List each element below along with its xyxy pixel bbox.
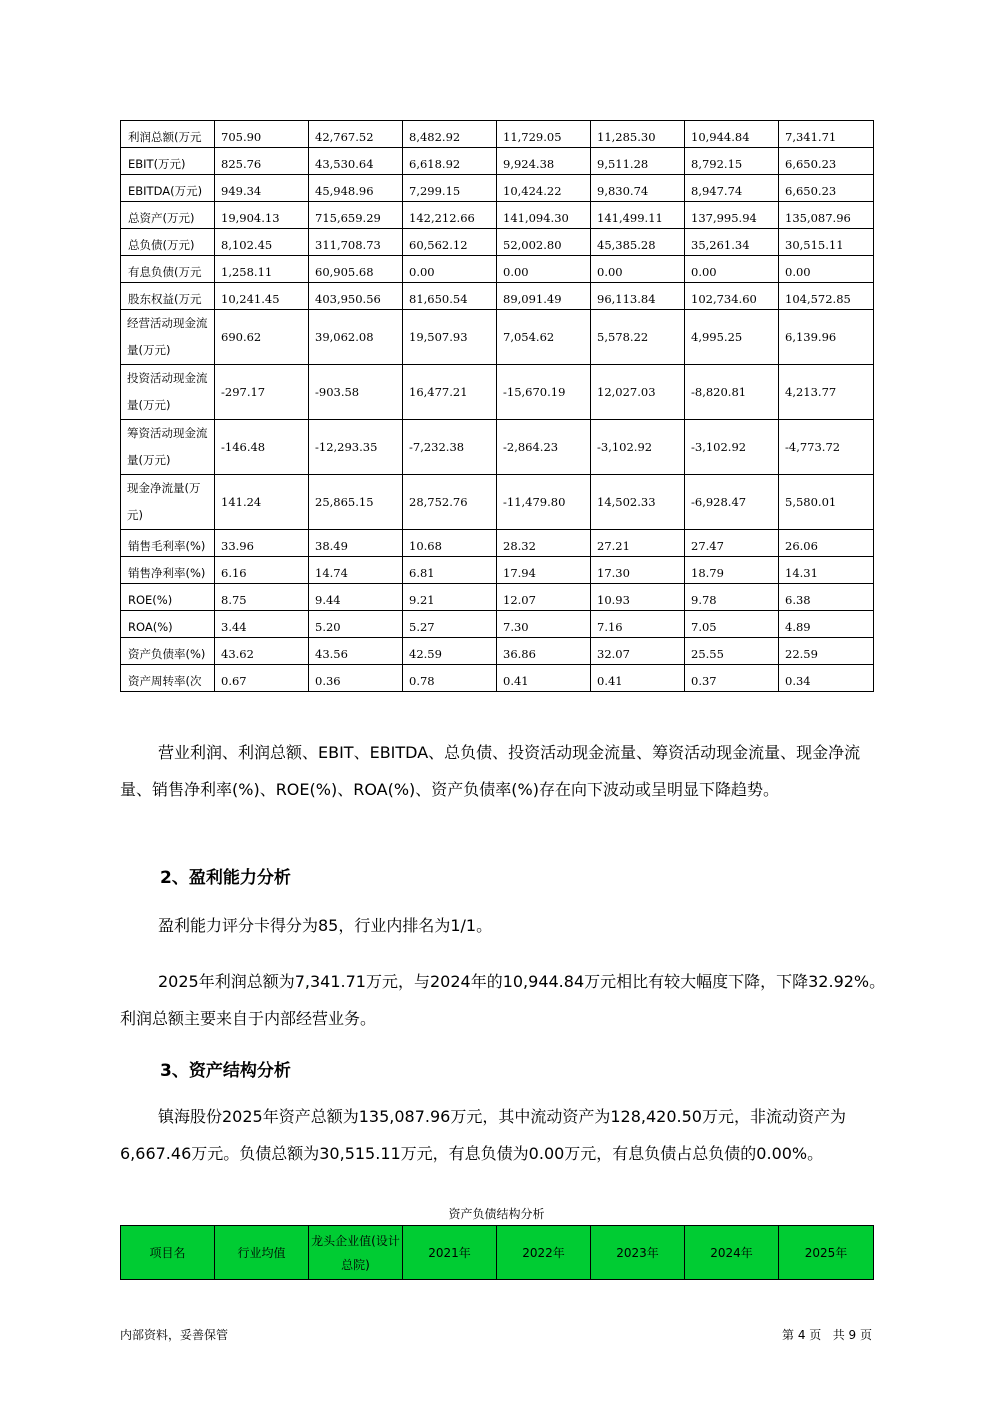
balance-structure-table <box>120 1225 874 1280</box>
table-cell: 42.59 <box>403 638 497 665</box>
table-cell: 0.67 <box>215 665 309 692</box>
table-cell: 8,482.92 <box>403 121 497 148</box>
table-cell: 10.93 <box>591 584 685 611</box>
table-row <box>121 530 874 557</box>
table-cell: 9,924.38 <box>497 148 591 175</box>
table-cell: 0.00 <box>685 256 779 283</box>
table-cell: -15,670.19 <box>497 365 591 420</box>
table-cell: 4,995.25 <box>685 310 779 365</box>
row-label: ROA(%) <box>121 611 215 638</box>
section2-profit-paragraph: 2025年利润总额为7,341.71万元，与2024年的10,944.84万元相比有较大幅度下降，下降32.92%。利润总额主要来自于内部经营业务。 <box>120 972 886 1028</box>
table-cell: 7.16 <box>591 611 685 638</box>
table-cell: 5,580.01 <box>779 475 874 530</box>
table-cell: 0.78 <box>403 665 497 692</box>
table-row <box>121 229 874 256</box>
financial-indicators-table <box>120 120 874 692</box>
row-label: 有息负债(万元 <box>121 256 215 283</box>
table-cell: 5.20 <box>309 611 403 638</box>
table-cell: 9.21 <box>403 584 497 611</box>
row-label: 投资活动现金流量(万元) <box>121 365 215 420</box>
table-cell: 6.38 <box>779 584 874 611</box>
header-2021: 2021年 <box>403 1226 497 1280</box>
table-cell: -3,102.92 <box>685 420 779 475</box>
table-cell: 142,212.66 <box>403 202 497 229</box>
table-cell: 135,087.96 <box>779 202 874 229</box>
row-label: 利润总额(万元 <box>121 121 215 148</box>
row-label: 销售毛利率(%) <box>121 530 215 557</box>
table-cell: 17.94 <box>497 557 591 584</box>
table-cell: 6,650.23 <box>779 148 874 175</box>
table-cell: 5,578.22 <box>591 310 685 365</box>
table-cell: 45,385.28 <box>591 229 685 256</box>
row-label: 总负债(万元) <box>121 229 215 256</box>
table-cell: 0.00 <box>779 256 874 283</box>
row-label: 销售净利率(%) <box>121 557 215 584</box>
header-item-name: 项目名 <box>121 1226 215 1280</box>
table-cell: 102,734.60 <box>685 283 779 310</box>
table-cell: 403,950.56 <box>309 283 403 310</box>
table-cell: 141.24 <box>215 475 309 530</box>
table-cell: 7,299.15 <box>403 175 497 202</box>
table-cell: 6,618.92 <box>403 148 497 175</box>
table-cell: 30,515.11 <box>779 229 874 256</box>
section2-score-paragraph: 盈利能力评分卡得分为85，行业内排名为1/1。 <box>158 916 493 935</box>
table-cell: 43.56 <box>309 638 403 665</box>
section2-heading: 2、盈利能力分析 <box>160 868 291 888</box>
table-cell: 19,507.93 <box>403 310 497 365</box>
table-cell: -8,820.81 <box>685 365 779 420</box>
table-cell: 36.86 <box>497 638 591 665</box>
table-cell: 43.62 <box>215 638 309 665</box>
table-row <box>121 665 874 692</box>
table-cell: 19,904.13 <box>215 202 309 229</box>
footer-page-number: 第 4 页 共 9 页 <box>782 1328 872 1342</box>
table-cell: 39,062.08 <box>309 310 403 365</box>
header-2023: 2023年 <box>591 1226 685 1280</box>
table-cell: 32.07 <box>591 638 685 665</box>
balance-header-row <box>121 1226 874 1280</box>
table-cell: 28.32 <box>497 530 591 557</box>
table-cell: -2,864.23 <box>497 420 591 475</box>
table-row <box>121 420 874 475</box>
table-cell: 45,948.96 <box>309 175 403 202</box>
table-cell: -3,102.92 <box>591 420 685 475</box>
table-row <box>121 121 874 148</box>
table-cell: 14,502.33 <box>591 475 685 530</box>
table-cell: 0.41 <box>591 665 685 692</box>
table-cell: 27.47 <box>685 530 779 557</box>
table-cell: 1,258.11 <box>215 256 309 283</box>
table-cell: 26.06 <box>779 530 874 557</box>
table-cell: 9.44 <box>309 584 403 611</box>
table-cell: 4.89 <box>779 611 874 638</box>
table-row <box>121 283 874 310</box>
table-row <box>121 310 874 365</box>
table-cell: -903.58 <box>309 365 403 420</box>
header-2022: 2022年 <box>497 1226 591 1280</box>
table-cell: 96,113.84 <box>591 283 685 310</box>
table-row <box>121 584 874 611</box>
table-cell: 33.96 <box>215 530 309 557</box>
table-cell: 825.76 <box>215 148 309 175</box>
table-cell: 28,752.76 <box>403 475 497 530</box>
table-cell: 25,865.15 <box>309 475 403 530</box>
table-cell: -146.48 <box>215 420 309 475</box>
table-cell: -7,232.38 <box>403 420 497 475</box>
table-cell: -11,479.80 <box>497 475 591 530</box>
header-leader-value: 龙头企业值(设计总院) <box>309 1226 403 1280</box>
table-cell: 6,139.96 <box>779 310 874 365</box>
balance-table-caption: 资产负债结构分析 <box>448 1207 545 1221</box>
header-2025: 2025年 <box>779 1226 874 1280</box>
table-cell: 25.55 <box>685 638 779 665</box>
table-cell: 14.31 <box>779 557 874 584</box>
table-cell: -6,928.47 <box>685 475 779 530</box>
table-cell: 137,995.94 <box>685 202 779 229</box>
row-label: 股东权益(万元 <box>121 283 215 310</box>
table-cell: 715,659.29 <box>309 202 403 229</box>
table-cell: 6.81 <box>403 557 497 584</box>
table-cell: 81,650.54 <box>403 283 497 310</box>
table-cell: 0.00 <box>591 256 685 283</box>
row-label: 资产负债率(%) <box>121 638 215 665</box>
table-cell: 0.00 <box>497 256 591 283</box>
table-cell: 12,027.03 <box>591 365 685 420</box>
table-cell: 9,511.28 <box>591 148 685 175</box>
table-cell: 949.34 <box>215 175 309 202</box>
table-cell: 60,905.68 <box>309 256 403 283</box>
table-cell: 141,499.11 <box>591 202 685 229</box>
table-cell: 690.62 <box>215 310 309 365</box>
table-cell: 12.07 <box>497 584 591 611</box>
table-cell: 7,054.62 <box>497 310 591 365</box>
table-cell: 0.41 <box>497 665 591 692</box>
table-cell: 141,094.30 <box>497 202 591 229</box>
row-label: 总资产(万元) <box>121 202 215 229</box>
table-cell: 10,944.84 <box>685 121 779 148</box>
table-row <box>121 475 874 530</box>
table-cell: -4,773.72 <box>779 420 874 475</box>
table-cell: 6.16 <box>215 557 309 584</box>
row-label: EBIT(万元) <box>121 148 215 175</box>
row-label: EBITDA(万元) <box>121 175 215 202</box>
table-cell: 6,650.23 <box>779 175 874 202</box>
table-cell: 35,261.34 <box>685 229 779 256</box>
table-cell: 60,562.12 <box>403 229 497 256</box>
table-cell: 43,530.64 <box>309 148 403 175</box>
table-cell: 7,341.71 <box>779 121 874 148</box>
table-cell: 16,477.21 <box>403 365 497 420</box>
table-cell: 0.00 <box>403 256 497 283</box>
table-row <box>121 557 874 584</box>
table-cell: 11,729.05 <box>497 121 591 148</box>
row-label: 资产周转率(次 <box>121 665 215 692</box>
table-row <box>121 256 874 283</box>
table-cell: -297.17 <box>215 365 309 420</box>
table-cell: 89,091.49 <box>497 283 591 310</box>
row-label: 筹资活动现金流量(万元) <box>121 420 215 475</box>
table-cell: 9.78 <box>685 584 779 611</box>
table-cell: 42,767.52 <box>309 121 403 148</box>
table-cell: 0.37 <box>685 665 779 692</box>
table-cell: 18.79 <box>685 557 779 584</box>
row-label: ROE(%) <box>121 584 215 611</box>
footer-confidential: 内部资料，妥善保管 <box>120 1328 229 1342</box>
trend-paragraph: 营业利润、利润总额、EBIT、EBITDA、总负债、投资活动现金流量、筹资活动现金流量、现金净流量、销售净利率(%)、ROE(%)、ROA(%)、资产负债率(%)存在向下波动或呈明显下降趋势。 <box>120 743 861 799</box>
table-cell: 17.30 <box>591 557 685 584</box>
table-cell: 10,424.22 <box>497 175 591 202</box>
section3-heading: 3、资产结构分析 <box>160 1061 291 1081</box>
section3-asset-paragraph: 镇海股份2025年资产总额为135,087.96万元，其中流动资产为128,420.50万元，非流动资产为6,667.46万元。负债总额为30,515.11万元，有息负债为0.00万元，有息负债占总负债的0.00%。 <box>120 1107 846 1163</box>
table-cell: 8,792.15 <box>685 148 779 175</box>
table-cell: 10,241.45 <box>215 283 309 310</box>
table-cell: 0.36 <box>309 665 403 692</box>
table-cell: 8,102.45 <box>215 229 309 256</box>
table-row <box>121 638 874 665</box>
table-row <box>121 202 874 229</box>
row-label: 现金净流量(万元) <box>121 475 215 530</box>
table-cell: 11,285.30 <box>591 121 685 148</box>
table-cell: 52,002.80 <box>497 229 591 256</box>
table-cell: 9,830.74 <box>591 175 685 202</box>
table-cell: -12,293.35 <box>309 420 403 475</box>
row-label: 经营活动现金流量(万元) <box>121 310 215 365</box>
table-cell: 7.30 <box>497 611 591 638</box>
table-cell: 38.49 <box>309 530 403 557</box>
header-2024: 2024年 <box>685 1226 779 1280</box>
table-cell: 14.74 <box>309 557 403 584</box>
table-cell: 705.90 <box>215 121 309 148</box>
table-row <box>121 611 874 638</box>
table-row <box>121 365 874 420</box>
table-cell: 22.59 <box>779 638 874 665</box>
table-cell: 311,708.73 <box>309 229 403 256</box>
table-cell: 10.68 <box>403 530 497 557</box>
table-cell: 0.34 <box>779 665 874 692</box>
table-row <box>121 148 874 175</box>
header-industry-avg: 行业均值 <box>215 1226 309 1280</box>
table-cell: 7.05 <box>685 611 779 638</box>
table-cell: 5.27 <box>403 611 497 638</box>
table-row <box>121 175 874 202</box>
table-cell: 27.21 <box>591 530 685 557</box>
table-cell: 8,947.74 <box>685 175 779 202</box>
table-cell: 104,572.85 <box>779 283 874 310</box>
table-cell: 3.44 <box>215 611 309 638</box>
table-cell: 8.75 <box>215 584 309 611</box>
table-cell: 4,213.77 <box>779 365 874 420</box>
